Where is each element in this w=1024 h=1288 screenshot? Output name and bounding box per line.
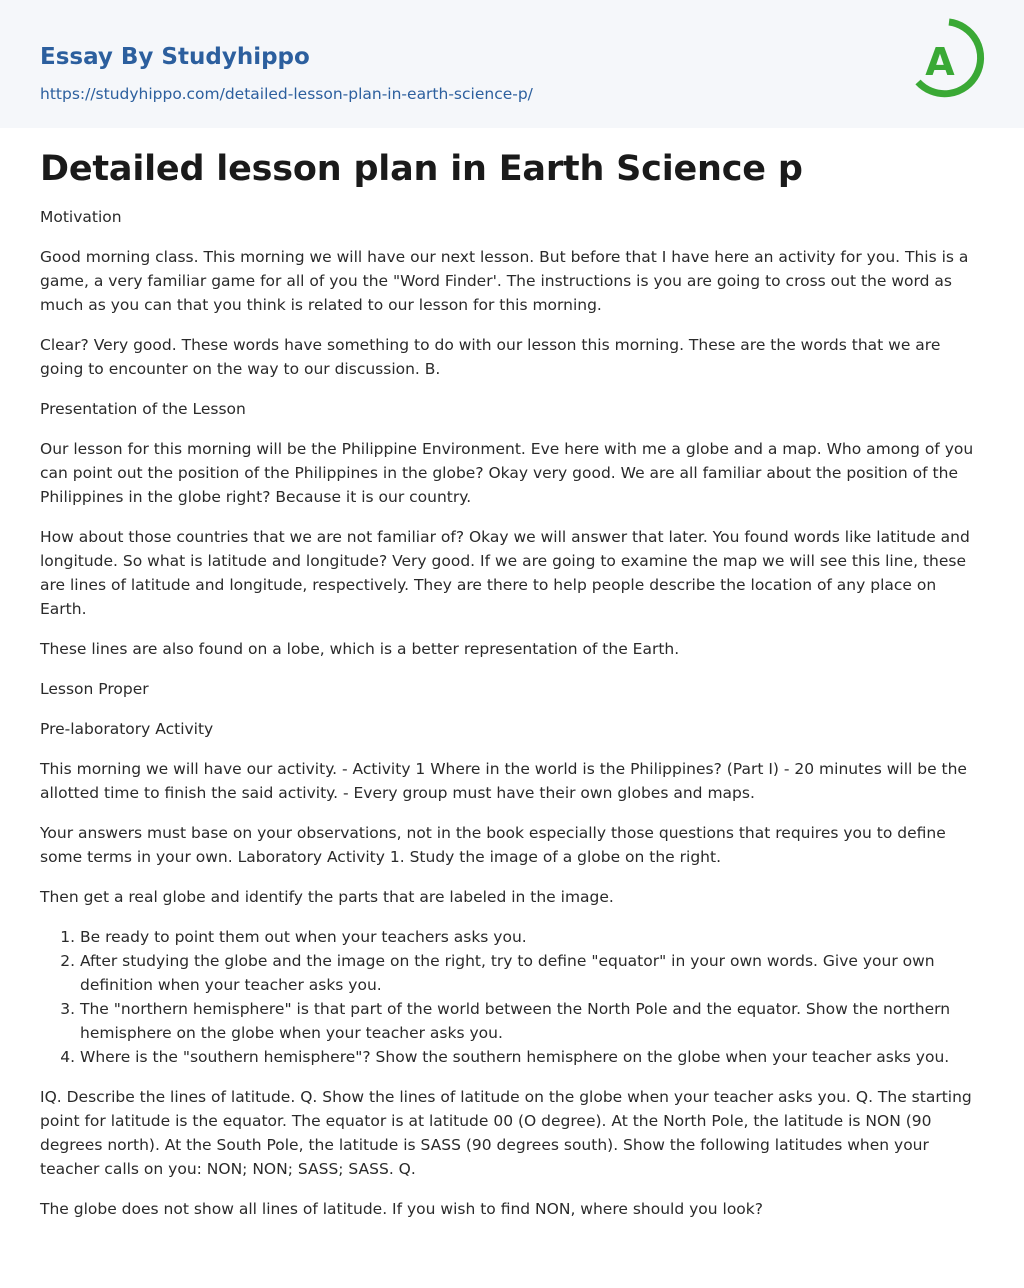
- site-header: [0, 0, 1024, 128]
- paragraph: How about those countries that we are not familiar of? Okay we will answer that later. You found words like latitude and longitude. So what is latitude and longitude? Very good. If we are going to examine the map we will see this line, these are lines of latitude and longitude, respectively. They are there to help people describe the location of any place on Earth.: [40, 528, 970, 618]
- numbered-list: [40, 925, 984, 1069]
- article-title: Detailed lesson plan in Earth Science p: [40, 149, 803, 189]
- paragraph: These lines are also found on a lobe, which is a better representation of the Earth.: [40, 640, 680, 658]
- section-heading-presentation: Presentation of the Lesson: [40, 400, 246, 418]
- list-item: 2. After studying the globe and the image on the right, try to define "equator" in your own words. Give your own definition when your teacher asks you.: [80, 949, 984, 997]
- svg-text:A: A: [925, 40, 955, 84]
- paragraph: Good morning class. This morning we will have our next lesson. But before that I have here an activity for you. This is a game, a very familiar game for all of you the "Word Finder'. The instructions is you are going to cross out the word as much as you can that you think is related to our lesson for this morning.: [40, 248, 969, 314]
- paragraph: Clear? Very good. These words have something to do with our lesson this morning. These are the words that we are going to encounter on the way to our discussion. B.: [40, 336, 941, 378]
- paragraph: Your answers must base on your observations, not in the book especially those questions that requires you to define some terms in your own. Laboratory Activity 1. Study the image of a globe on the right.: [40, 824, 946, 866]
- paragraph: Then get a real globe and identify the parts that are labeled in the image.: [40, 888, 614, 906]
- article-body: [0, 147, 1024, 1221]
- list-item: 3. The "northern hemisphere" is that part of the world between the North Pole and the equator. Show the northern hemisphere on the globe when your teacher asks you.: [80, 997, 984, 1045]
- list-item: 4. Where is the "southern hemisphere"? Show the southern hemisphere on the globe when your teacher asks you.: [80, 1045, 984, 1069]
- section-heading-motivation: Motivation: [40, 208, 122, 226]
- paragraph: Our lesson for this morning will be the Philippine Environment. Eve here with me a globe and a map. Who among of you can point out the position of the Philippines in the globe? Okay very good. We are all familiar about the position of the Philippines in the globe right? Because it is our country.: [40, 440, 974, 506]
- section-heading-lesson-proper: Lesson Proper: [40, 680, 149, 698]
- paragraph: IQ. Describe the lines of latitude. Q. Show the lines of latitude on the globe when your teacher asks you. Q. The starting point for latitude is the equator. The equator is at latitude 00 (O degree). At the North Pole, the latitude is NON (90 degrees north). At the South Pole, the latitude is SASS (90 degrees south). Show the following latitudes when your teacher calls on you: NON; NON; SASS; SASS. Q.: [40, 1088, 972, 1178]
- article-url-link[interactable]: https://studyhippo.com/detailed-lesson-plan-in-earth-science-p/: [40, 85, 533, 103]
- list-item: 1. Be ready to point them out when your teachers asks you.: [80, 925, 984, 949]
- paragraph: The globe does not show all lines of latitude. If you wish to find NON, where should you look?: [40, 1200, 763, 1218]
- section-heading-pre-laboratory: Pre-laboratory Activity: [40, 720, 214, 738]
- paragraph: This morning we will have our activity. - Activity 1 Where in the world is the Philippines? (Part I) - 20 minutes will be the allotted time to finish the said activity. - Every group must have their own globes and maps.: [40, 760, 967, 802]
- studyhippo-logo-icon[interactable]: [910, 18, 988, 106]
- site-brand[interactable]: Essay By Studyhippo: [40, 44, 310, 70]
